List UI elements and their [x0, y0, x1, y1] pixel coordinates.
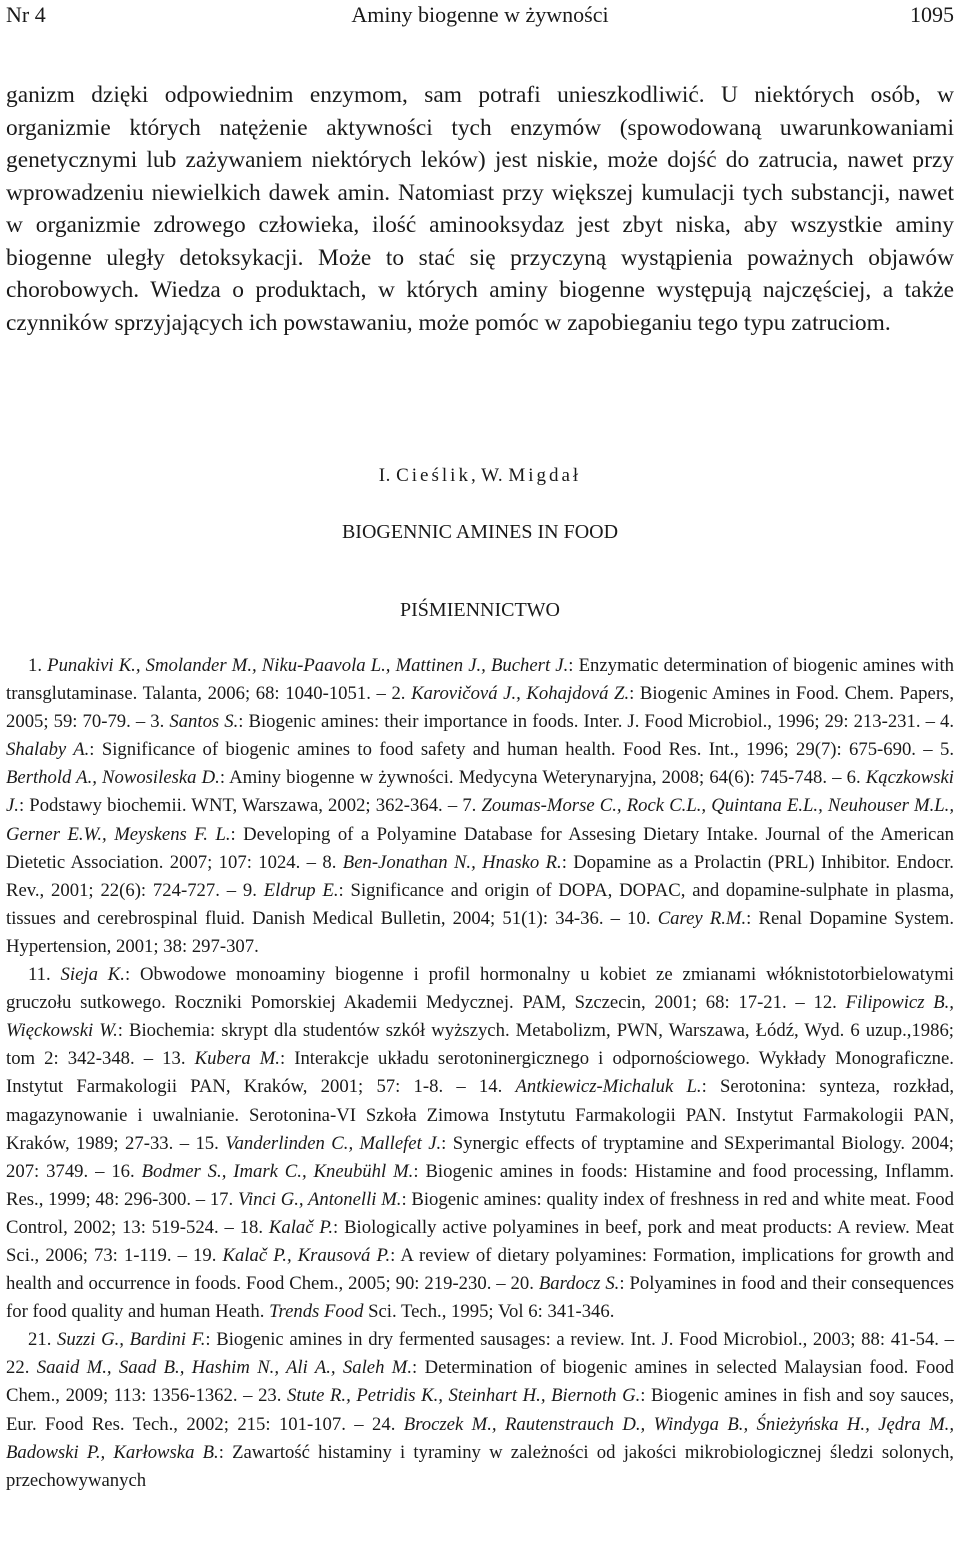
reference-text: : Biochemia: skrypt dla studentów szkół wyższych. Metabolizm, PWN, Warszawa, Łódź, Wyd. 6 uzup.,1986; tom 2: 342-348. – 13. — [6, 1020, 954, 1070]
reference-authors: Suzzi G., Bardini F. — [57, 1329, 206, 1351]
reference-text: : Developing of a Polyamine Database for Assesing Dietary Intake. Journal of the American Dietetic Association. 2007; 107: 1024. – 8. — [6, 823, 954, 873]
reference-text: : Biogenic Amines in Food. Chem. Papers, 2005; 59: 70-79. – 3. — [6, 683, 954, 733]
reference-text: : Biogenic amines in fish and soy sauces, Eur. Food Res. Tech., 2002; 215: 101-107. – 24. — [6, 1385, 955, 1435]
reference-text: : Significance of biogenic amines to food safety and human health. Food Res. Int., 1996; 29(7): 675-690. – 5. — [89, 739, 954, 761]
reference-authors: Stute R., Petridis K., Steinhart H., Biernoth G. — [287, 1385, 641, 1407]
reference-authors: Vinci G., Antonelli M. — [237, 1188, 402, 1210]
author-2-surname: Migdał — [508, 465, 582, 486]
reference-text: : Serotonina: synteza, rozkład, magazynowanie i uwalnianie. Serotonina-VI Szkoła Zimowa Instytutu Farmakologii PAN. Instytut Farmakologii PAN, Kraków, 1989; 27-33. – 15. — [6, 1076, 954, 1154]
reference-text: : Biogenic amines in dry fermented sausages: a review. Int. J. Food Microbiol., 2003; 88: 41-54. – 22. — [6, 1329, 954, 1379]
reference-text: 21. — [28, 1329, 58, 1351]
english-title: BIOGENNIC AMINES IN FOOD — [341, 521, 619, 543]
reference-text: : Determination of biogenic amines in selected Malaysian food. Food Chem., 2009; 113: 1356-1362. – 23. — [6, 1357, 955, 1407]
reference-authors: Santos S. — [169, 711, 239, 733]
running-header — [6, 2, 954, 32]
reference-text: Sci. Tech., 1995; Vol 6: 341-346. — [363, 1301, 615, 1323]
reference-authors: Vanderlinden C., Mallefet J. — [225, 1132, 442, 1154]
reference-text: : Biologically active polyamines in beef, pork and meat products: A review. Meat Sci., 2006; 73: 1-119. – 19. — [6, 1216, 954, 1266]
body-paragraph: ganizm dzięki odpowiednim enzymom, sam potrafi unieszkodliwić. U niektórych osób, w organizmie których natężenie aktywności tych enzymów (spowodowaną uwarunkowaniami genetycznymi lub zażywaniem niektórych leków) jest niskie, może dojść do zatrucia, nawet przy wprowadzeniu niewielkich dawek amin. Natomiast przy większej kumulacji tych substancji, nawet w organizmie zdrowego człowieka, ilość aminooksydaz jest zbyt niska, aby wszystkie aminy biogenne uległy detoksykacji. Może to stać się przyczyną wystąpienia poważnych objawów chorobowych. Wiedza o produktach, w których aminy biogenne występują najczęściej, a także czynników sprzyjających ich powstawaniu, może pomóc w zapobieganiu tego typu zatruciom. — [6, 82, 954, 336]
page-number: 1095 — [910, 2, 954, 27]
reference-authors: Eldrup E. — [263, 879, 339, 901]
reference-text: 11. — [28, 964, 61, 986]
reference-text: : Significance and origin of DOPA, DOPAC, and dopamine-sulphate in plasma, tissues and cerebrospinal fluid. Danish Medical Bulletin, 2004; 51(1): 34-36. – 10. — [6, 879, 954, 929]
reference-authors: Bodmer S., Imark C., Kneubühl M. — [141, 1160, 414, 1182]
reference-authors: Sieja K. — [60, 964, 125, 986]
reference-text: 1. — [28, 655, 48, 676]
author-2-initial: W. — [481, 465, 504, 486]
references-paragraph — [6, 1326, 954, 1495]
reference-authors: Saaid M., Saad B., Hashim N., Ali A., Saleh M. — [36, 1357, 413, 1379]
reference-authors: Ben-Jonathan N., Hnasko R. — [342, 851, 562, 873]
reference-text: : Polyamines in food and their consequences for food quality and human Heath. — [6, 1273, 955, 1323]
reference-authors: Broczek M., Rautenstrauch D., Windyga B., Śnieżyńska H., Jędra M., Badowski P., Karłowska B. — [6, 1413, 954, 1463]
reference-authors: Kalač P. — [268, 1216, 334, 1238]
reference-authors: Shalaby A. — [6, 739, 90, 761]
author-1-surname: Cieślik — [396, 465, 471, 486]
reference-authors: Zoumas-Morse C., Rock C.L., Quintana E.L., Neuhouser M.L., Gerner E.W., Meyskens F. L. — [6, 795, 954, 845]
reference-authors: Kączkowski J. — [6, 767, 955, 817]
reference-text: : Interakcje układu serotoninergicznego i odpornościowego. Wykłady Monograficzne. Instytut Farmakologii PAN, Kraków, 2001; 57: 1-8. – 14. — [6, 1048, 954, 1098]
authors-line — [0, 465, 960, 487]
reference-text: : Dopamine as a Prolactin (PRL) Inhibitor. Endocr. Rev., 2001; 22(6): 724-727. – 9. — [6, 851, 954, 901]
reference-authors: Berthold A., Nowosileska D. — [6, 767, 220, 789]
author-separator: , — [470, 465, 477, 486]
issue-number: Nr 4 — [6, 2, 46, 27]
references-paragraph — [6, 652, 954, 961]
reference-authors: Karovičová J., Kohajdová Z. — [411, 683, 630, 705]
running-title: Aminy biogenne w żywności — [351, 2, 609, 27]
reference-text: : Podstawy biochemii. WNT, Warszawa, 2002; 362-364. – 7. — [18, 795, 482, 817]
reference-authors: Punakivi K., Smolander M., Niku-Paavola L., Mattinen J., Buchert J. — [47, 655, 569, 676]
reference-authors: Carey R.M. — [657, 907, 747, 929]
reference-text: : Aminy biogenne w żywności. Medycyna Weterynaryjna, 2008; 64(6): 745-748. – 6. — [219, 767, 866, 789]
reference-authors: Trends Food — [269, 1301, 364, 1323]
reference-text: : Enzymatic determination of biogenic amines with transglutaminase. Talanta, 2006; 68: 1040-1051. – 2. — [6, 655, 955, 705]
references-list — [6, 652, 954, 1495]
reference-authors: Filipowicz B., Więckowski W. — [6, 992, 954, 1042]
reference-text: : Biogenic amines in foods: Histamine and food processing, Inflamm. Res., 1999; 48: 296-300. – 17. — [6, 1160, 955, 1210]
reference-authors: Kubera M. — [194, 1048, 280, 1070]
reference-authors: Antkiewicz-Michaluk L. — [515, 1076, 702, 1098]
reference-text: : Biogenic amines: their importance in foods. Inter. J. Food Microbiol., 1996; 29: 213-231. – 4. — [238, 711, 955, 733]
author-1-initial: I. — [378, 465, 391, 486]
reference-authors: Kalač P., Krausová P. — [222, 1244, 391, 1266]
reference-text: : Obwodowe monoaminy biogenne i profil hormonalny u kobiet ze zmianami włóknistotorbielowatymi gruczołu sutkowego. Roczniki Pomorskiej Akademii Medycznej. PAM, Szczecin, 2001; 68: 17-21. – 12. — [6, 964, 954, 1014]
reference-text: : Zawartość histaminy i tyraminy w zależności od jakości mikrobiologicznej śledzi solonych, przechowywanych — [6, 1441, 954, 1491]
reference-text: : Biogenic amines: quality index of freshness in red and white meat. Food Control, 2002; 13: 519-524. – 18. — [6, 1188, 954, 1238]
reference-text: : Renal Dopamine System. Hypertension, 2001; 38: 297-307. — [6, 907, 954, 957]
reference-text: : Synergic effects of tryptamine and SExperimantal Biology. 2004; 207: 3749. – 16. — [6, 1132, 954, 1182]
references-heading: PIŚMIENNICTWO — [400, 599, 560, 621]
reference-text: : A review of dietary polyamines: Formation, implications for growth and health and occurrence in foods. Food Chem., 2005; 90: 219-230. – 20. — [6, 1244, 955, 1295]
reference-authors: Bardocz S. — [538, 1273, 620, 1295]
references-paragraph — [6, 961, 954, 1326]
